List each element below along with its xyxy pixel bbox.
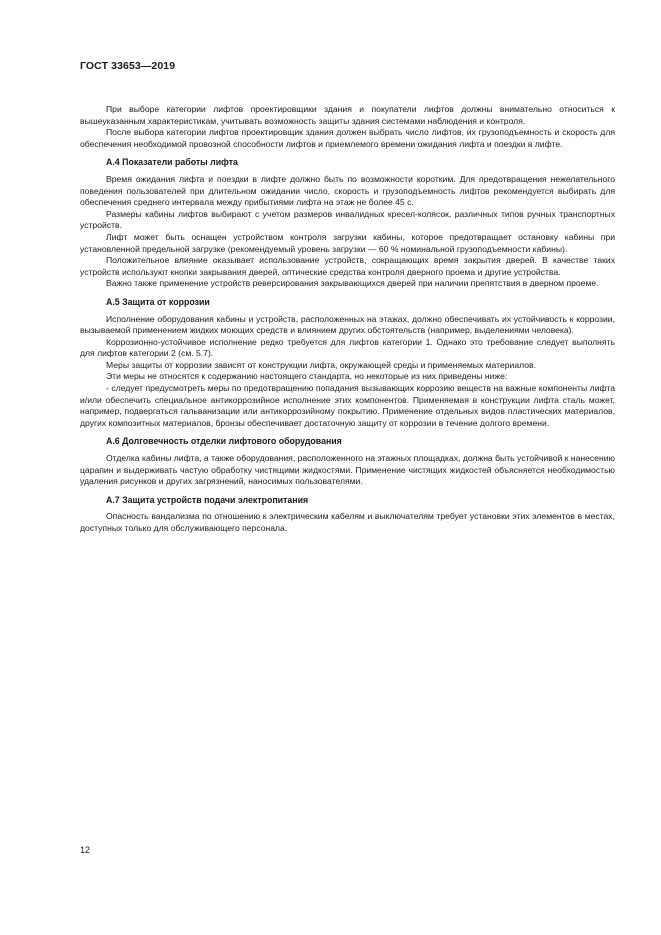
paragraph: Положительное влияние оказывает использование устройств, сокращающих время закрытия дверей. В качестве таких устройств используют кнопки закрывания дверей, оптические средства контроля дверного проема и другие устройства. (80, 255, 615, 277)
paragraph: Время ожидания лифта и поездки в лифте должно быть по возможности коротким. Для предотвращения нежелательного поведения пользователей при длительном ожидании число, скорость и грузоподъемность лифтов рекомендуется выбирать для обеспечения среднего интервала между прибытиями лифта на этаж не более 45 с. (80, 173, 615, 208)
paragraph: Исполнение оборудования кабины и устройств, расположенных на этажах, должно обеспечивать их устойчивость к коррозии, вызываемой применением жидких моющих средств и влиянием других обстоятельств (например, выделениями человека). (80, 313, 615, 336)
paragraph: Меры защиты от коррозии зависят от конструкции лифта, окружающей среды и применяемых материалов. (106, 359, 536, 370)
paragraph: Коррозионно-устойчивое исполнение редко требуется для лифтов категории 1. Однако это требование следует выполнять для лифтов категории 2 (см. 5.7). (80, 336, 615, 359)
page-number: 12 (80, 845, 91, 855)
paragraph: Лифт может быть оснащен устройством контроля загрузки кабины, которое предотвращает остановку кабины при установленной предельной загрузке (рекомендуемый уровень загрузки — 60 % номинальной грузоподъемности кабины). (80, 231, 615, 254)
section-heading-a6: А.6 Долговечность отделки лифтового оборудования (106, 436, 342, 447)
page-header: ГОСТ 33653—2019 (80, 60, 176, 72)
document-body (80, 104, 615, 535)
paragraph: Эти меры не относятся к содержанию настоящего стандарта, но некоторые из них приведены ниже: (106, 371, 508, 382)
section-heading-a7: А.7 Защита устройств подачи электропитания (106, 494, 309, 505)
paragraph: Важно также применение устройств реверсирования закрывающихся дверей при наличии препятствия в дверном проеме. (106, 278, 599, 289)
paragraph: Опасность вандализма по отношению к электрическим кабелям и выключателям требует установки этих элементов в местах, доступных только для обслуживающего персонала. (80, 511, 615, 533)
intro-paragraph: После выбора категории лифтов проектировщик здания должен выбрать число лифтов, их грузоподъемность и скорость для обеспечения необходимой провозной способности лифтов и приемлемого времени ожидания лифта и поездки в лифте. (80, 127, 615, 149)
section-heading-a5: А.5 Защита от коррозии (106, 296, 210, 307)
paragraph: Размеры кабины лифтов выбирают с учетом размеров инвалидных кресел-колясок, различных типов ручных транспортных устройств. (80, 208, 615, 231)
section-heading-a4: А.4 Показатели работы лифта (106, 157, 238, 168)
intro-paragraph: При выборе категории лифтов проектировщики здания и покупатели лифтов должны внимательно относиться к вышеуказанным характеристикам, учитывать возможность защиты здания системами наблюдения и контроля. (80, 104, 615, 126)
bullet-paragraph: - следует предусмотреть меры по предотвращению попадания вызывающих коррозию веществ на важные компоненты лифта и/или обеспечить специальное антикоррозийное исполнение этих компонентов. Применяемая в конструкции лифта сталь может, например, подвергаться гальванизации или антикоррозийному покрытию. Применение отдельных видов пластических материалов, других композитных материалов, бронзы обеспечивает достаточную защиту от коррозии в течение долгого времени. (80, 383, 615, 428)
paragraph: Отделка кабины лифта, а также оборудования, расположенного на этажных площадках, должна быть устойчивой к нанесению царапин и выдерживать частую обработку чистящими жидкостями. Применение чистящих жидкостей объясняется необходимостью удаления рисунков и других загрязнений, наносимых пользователями. (80, 453, 615, 487)
